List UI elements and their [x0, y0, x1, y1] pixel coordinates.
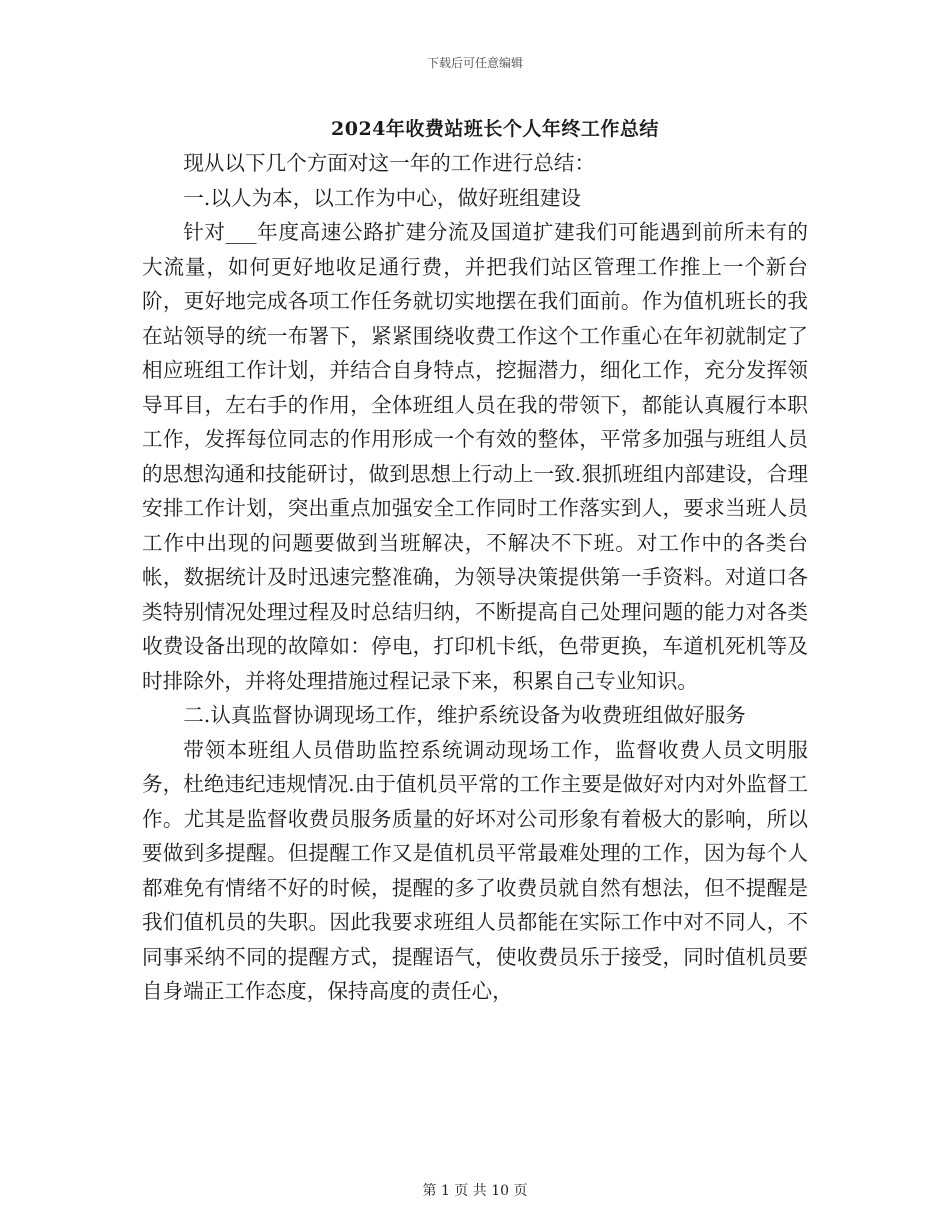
- section-heading-1: 一.以人为本，以工作为中心，做好班组建设: [183, 185, 582, 210]
- section-heading-2: 二.认真监督协调现场工作，维护系统设备为收费班组做好服务: [183, 703, 746, 727]
- section-1-paragraph: 针对___年度高速公路扩建分流及国道扩建我们可能遇到前所未有的大流量，如何更好地收足通行费，并把我们站区管理工作推上一个新台阶，更好地完成各项工作任务就切实地摆在我们面前。作为值机班长的我在站领导的统一布署下，紧紧围绕收费工作这个工作重心在年初就制定了相应班组工作计划，并结合自身特点，挖掘潜力，细化工作，充分发挥领导耳目，左右手的作用，全体班组人员在我的带领下，都能认真履行本职工作，发挥每位同志的作用形成一个有效的整体，平常多加强与班组人员的思想沟通和技能研讨，做到思想上行动上一致.狠抓班组内部建设，合理安排工作计划，突出重点加强安全工作同时工作落实到人，要求当班人员工作中出现的问题要做到当班解决，不解决不下班。对工作中的各类台帐，数据统计及时迅速完整准确，为领导决策提供第一手资料。对道口各类特别情况处理过程及时总结归纳，不断提高自己处理问题的能力对各类收费设备出现的故障如：停电，打印机卡纸，色带更换，车道机死机等及时排除外，并将处理措施过程记录下来，积累自己专业知识。: [142, 220, 808, 693]
- document-body: [142, 146, 808, 1009]
- document-title: 2024年收费站班长个人年终工作总结: [331, 118, 659, 140]
- section-2-paragraph: 带领本班组人员借助监控系统调动现场工作，监督收费人员文明服务，杜绝违纪违规情况.由于值机员平常的工作主要是做好对内对外监督工作。尤其是监督收费员服务质量的好坏对公司形象有着极大的影响，所以要做到多提醒。但提醒工作又是值机员平常最难处理的工作，因为每个人都难免有情绪不好的时候，提醒的多了收费员就自然有想法，但不提醒是我们值机员的失职。因此我要求班组人员都能在实际工作中对不同人，不同事采纳不同的提醒方式，提醒语气，使收费员乐于接受，同时值机员要自身端正工作态度，保持高度的责任心，: [142, 737, 808, 1003]
- page-footer-page-number: 第 1 页 共 10 页: [422, 1183, 528, 1199]
- intro-paragraph: 现从以下几个方面对这一年的工作进行总结：: [183, 151, 596, 175]
- page-header-note: 下载后可任意编辑: [426, 56, 523, 70]
